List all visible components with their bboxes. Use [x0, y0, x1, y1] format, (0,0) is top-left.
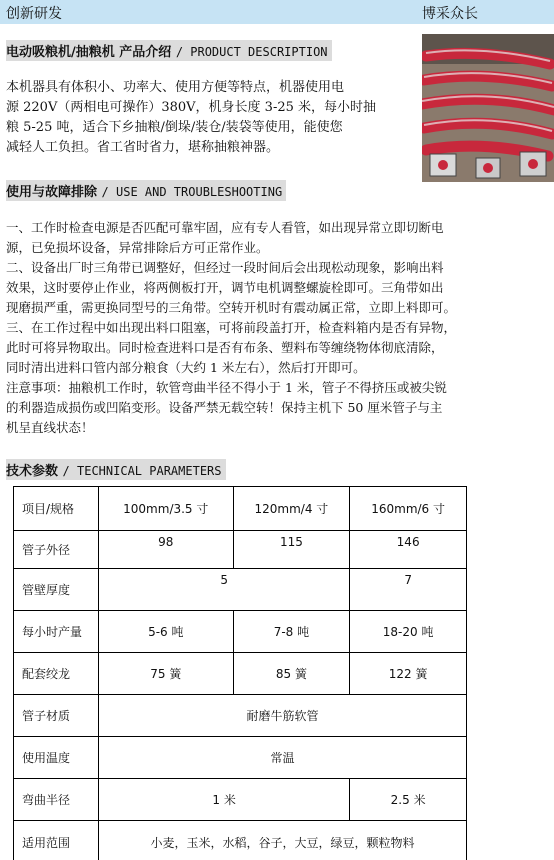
table-row [14, 695, 467, 737]
text-line: 同时清出进料口管内部分粮食（大约 1 米左右），然后打开即可。 [6, 360, 366, 375]
troubleshooting-text [6, 218, 456, 438]
text-line: 本机器具有体积小、功率大、使用方便等特点，机器使用电 [6, 80, 345, 95]
text-line: 二、设备出厂时三角带已调整好，但经过一段时间后会出现松动现象，影响出料 [6, 260, 444, 275]
table-row [14, 653, 467, 695]
table-cell: 5-6 吨 [99, 611, 234, 653]
table-row [14, 611, 467, 653]
text-line: 此时可将异物取出。同时检查进料口是否有布条、塑料布等缠绕物体彻底清除， [6, 340, 444, 355]
text-line: 现磨损严重，需更换同型号的三角带。空转开机时有震动属正常，立即上料即可。 [6, 300, 457, 315]
table-cell: 耐磨牛筋软管 [99, 695, 467, 737]
table-cell: 18-20 吨 [350, 611, 467, 653]
product-description-text [6, 78, 376, 158]
table-cell: 1 米 [99, 779, 350, 821]
table-cell: 管子材质 [14, 695, 99, 737]
table-cell: 项目/规格 [14, 487, 99, 531]
table-cell: 每小时产量 [14, 611, 99, 653]
text-line: 机呈直线状态！ [6, 420, 94, 435]
table-cell: 160mm/6 寸 [350, 487, 467, 531]
heading-cn: 技术参数 [6, 464, 59, 479]
hose-photo-image [422, 34, 554, 182]
header-right-text: 博采众长 [422, 6, 478, 22]
table-cell: 5 [99, 569, 350, 611]
text-line: 减轻人工负担。省工省时省力，堪称抽粮神器。 [6, 140, 280, 155]
table-cell: 适用范围 [14, 821, 99, 860]
table-cell: 管壁厚度 [14, 569, 99, 611]
heading-en: / PRODUCT DESCRIPTION [175, 45, 328, 59]
product-description-heading [6, 40, 332, 61]
text-line: 三、在工作过程中如出现出料口阻塞，可将前段盖打开，检查料箱内是否有异物， [6, 320, 457, 335]
table-row [14, 821, 467, 860]
table-cell: 使用温度 [14, 737, 99, 779]
text-line: 源 220V（两相电可操作）380V，机身长度 3-25 米，每小时抽 [6, 100, 377, 115]
table-cell: 122 簧 [350, 653, 467, 695]
technical-parameters-heading [6, 459, 226, 480]
text-line: 的利器造成损伤或凹陷变形。设备严禁无载空转！保持主机下 50 厘米管子与主 [6, 400, 443, 415]
table-cell: 120mm/4 寸 [233, 487, 350, 531]
table-row [14, 531, 467, 569]
table-cell: 弯曲半径 [14, 779, 99, 821]
heading-en: / USE AND TROUBLESHOOTING [101, 185, 283, 199]
text-line: 一、工作时检查电源是否匹配可靠牢固，应有专人看管，如出现异常立即切断电 [6, 220, 444, 235]
use-troubleshooting-heading [6, 180, 286, 201]
text-line: 粮 5-25 吨，适合下乡抽粮/倒垛/装仓/装袋等使用，能使您 [6, 120, 343, 135]
table-row [14, 779, 467, 821]
table-cell: 管子外径 [14, 531, 99, 569]
product-photo [422, 34, 554, 182]
table-cell: 146 [350, 531, 467, 569]
table-cell: 100mm/3.5 寸 [99, 487, 234, 531]
heading-en: / TECHNICAL PARAMETERS [62, 464, 222, 478]
table-cell: 7-8 吨 [233, 611, 350, 653]
table-cell: 115 [233, 531, 350, 569]
table-cell: 98 [99, 531, 234, 569]
table-cell: 75 簧 [99, 653, 234, 695]
table-cell: 配套绞龙 [14, 653, 99, 695]
table-row [14, 487, 467, 531]
table-cell: 小麦，玉米，水稻，谷子，大豆，绿豆，颗粒物料 [99, 821, 467, 860]
text-line: 注意事项：抽粮机工作时，软管弯曲半径不得小于 1 米，管子不得挤压或被尖锐 [6, 380, 447, 395]
table-row [14, 737, 467, 779]
table-cell: 常温 [99, 737, 467, 779]
header-bar [0, 0, 554, 24]
table-cell: 85 簧 [233, 653, 350, 695]
text-line: 源，已免损坏设备，异常排除后方可正常作业。 [6, 240, 269, 255]
heading-cn: 电动吸粮机/抽粮机 产品介绍 [6, 45, 172, 60]
parameters-table [13, 486, 467, 860]
header-left-text: 创新研发 [6, 6, 62, 22]
text-line: 效果，这时要停止作业，将两侧板打开，调节电机调整螺旋栓即可。三角带如出 [6, 280, 444, 295]
table-cell: 2.5 米 [350, 779, 467, 821]
table-cell: 7 [350, 569, 467, 611]
table-row [14, 569, 467, 611]
heading-cn: 使用与故障排除 [6, 185, 98, 200]
